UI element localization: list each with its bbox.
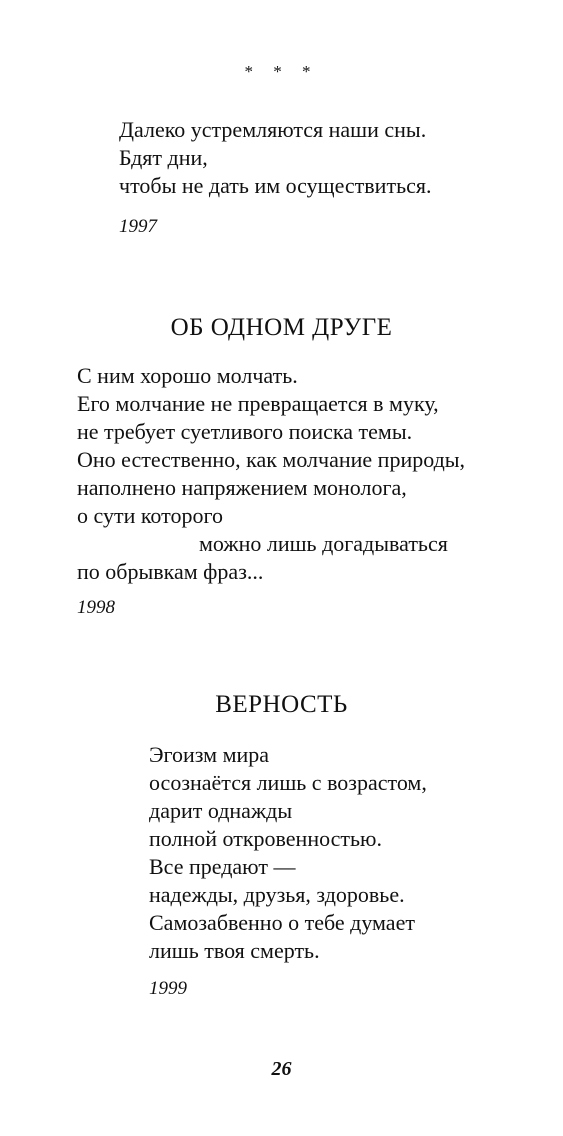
poem-line: лишь твоя смерть.	[149, 938, 320, 963]
poem-text	[149, 741, 427, 965]
poem-year: 1999	[149, 978, 187, 999]
poem-year: 1998	[77, 597, 115, 618]
poem-untitled-text	[119, 116, 431, 200]
poem-title: ОБ ОДНОМ ДРУГЕ	[170, 314, 393, 341]
poem-text	[77, 362, 465, 586]
poem-line: осознаётся лишь с возрастом,	[149, 770, 427, 795]
poem-line: надежды, друзья, здоровье.	[149, 882, 405, 907]
section-asterisks: * * *	[244, 62, 319, 81]
poem-line: Все предают —	[149, 854, 296, 879]
poem-year: 1997	[119, 216, 157, 237]
poem-line: Оно естественно, как молчание природы,	[77, 447, 466, 472]
poem-line: Самозабвенно о тебе думает	[149, 910, 415, 935]
poem-line: по обрывкам фраз...	[77, 559, 264, 584]
poem-line: Далеко устремляются наши сны.	[119, 117, 427, 142]
poem-line: С ним хорошо молчать.	[77, 363, 298, 388]
poem-line: наполнено напряжением монолога,	[77, 475, 407, 500]
poem-line: о сути которого	[77, 503, 223, 528]
poem-line: дарит однажды	[149, 798, 293, 823]
poem-line: полной откровенностью.	[149, 826, 382, 851]
poem-title: ВЕРНОСТЬ	[215, 691, 348, 718]
poem-line: чтобы не дать им осуществиться.	[119, 173, 432, 198]
poem-line: Его молчание не превращается в муку,	[77, 391, 439, 416]
poem-line: Бдят дни,	[119, 145, 208, 170]
poem-line-indented: можно лишь догадываться	[199, 531, 448, 556]
poem-line: Эгоизм мира	[149, 742, 270, 767]
poem-line: не требует суетливого поиска темы.	[77, 419, 413, 444]
page-number: 26	[271, 1058, 292, 1080]
